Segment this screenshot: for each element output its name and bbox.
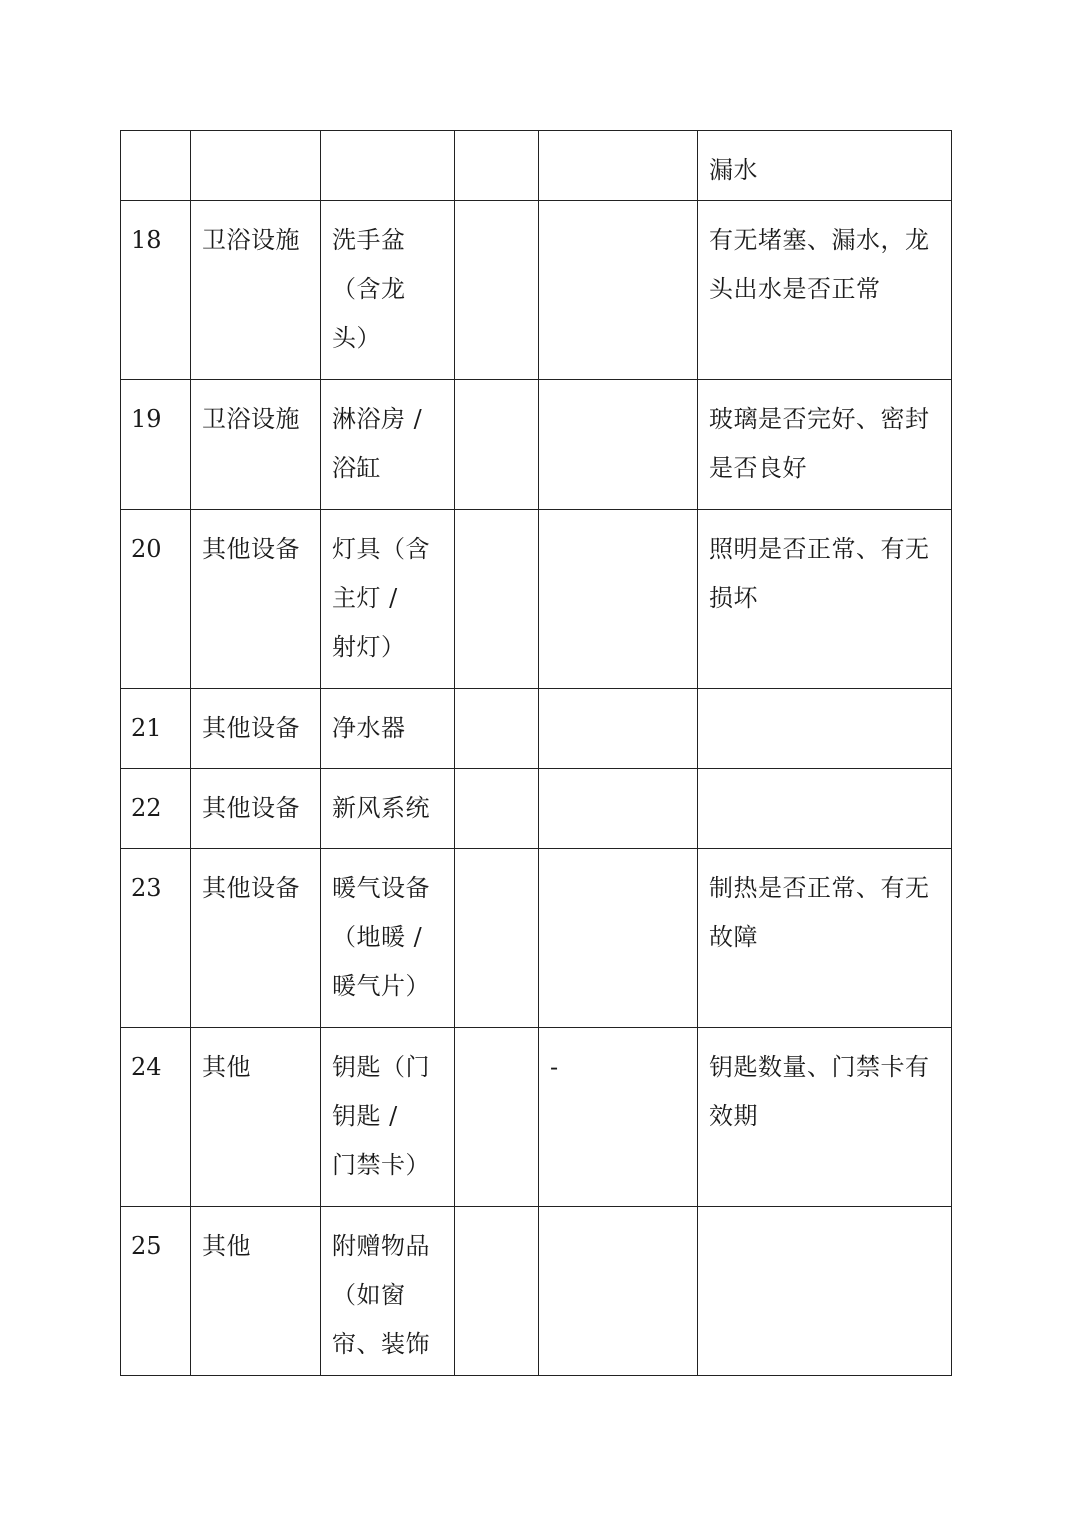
cell-item <box>321 510 455 689</box>
notes-text-line: 头出水是否正常 <box>709 275 881 303</box>
table-row <box>121 1207 952 1376</box>
cell-category: 其他设备 <box>191 849 321 1028</box>
notes-text-line: 是否良好 <box>709 454 807 482</box>
cell-col5 <box>539 689 698 769</box>
table-row <box>121 849 952 1028</box>
cell-number: 21 <box>121 689 191 769</box>
cell-category: 其他设备 <box>191 510 321 689</box>
cell-item <box>321 1207 455 1376</box>
cell-col5 <box>539 201 698 380</box>
table-body <box>121 131 952 1376</box>
item-text-line: 主灯 / <box>332 584 398 612</box>
item-text-line: 新风系统 <box>332 794 430 822</box>
cell-notes <box>698 510 952 689</box>
notes-text-line: 有无堵塞、漏水，龙 <box>709 226 930 254</box>
cell-col5 <box>539 1207 698 1376</box>
cell-col4 <box>455 769 539 849</box>
cell-item <box>321 689 455 769</box>
cell-col5 <box>539 769 698 849</box>
item-text-line: 门禁卡） <box>332 1151 430 1179</box>
cell-notes <box>698 849 952 1028</box>
cell-col4 <box>455 201 539 380</box>
cell-item <box>321 769 455 849</box>
item-text-line: （地暖 / <box>332 923 423 951</box>
cell-category: 其他 <box>191 1207 321 1376</box>
cell-col4 <box>455 689 539 769</box>
item-text-line: 射灯） <box>332 633 406 661</box>
item-text-line: （如窗 <box>332 1281 406 1309</box>
cell-number: 22 <box>121 769 191 849</box>
table-row <box>121 201 952 380</box>
table-row <box>121 380 952 510</box>
item-text-line: 淋浴房 / <box>332 405 423 433</box>
item-text-line: 浴缸 <box>332 454 381 482</box>
cell-item <box>321 201 455 380</box>
cell-notes <box>698 1207 952 1376</box>
cell-notes <box>698 201 952 380</box>
table-row <box>121 1028 952 1207</box>
cell-col4 <box>455 131 539 201</box>
cell-col4 <box>455 1207 539 1376</box>
cell-item <box>321 849 455 1028</box>
cell-col5 <box>539 510 698 689</box>
item-text-line: 灯具（含 <box>332 535 430 563</box>
cell-number: 24 <box>121 1028 191 1207</box>
notes-text-line: 照明是否正常、有无 <box>709 535 930 563</box>
cell-notes <box>698 131 952 201</box>
cell-col5-value: - <box>550 1053 559 1081</box>
notes-text-line: 故障 <box>709 923 758 951</box>
cell-notes <box>698 769 952 849</box>
table-row <box>121 689 952 769</box>
table-row <box>121 510 952 689</box>
cell-item <box>321 131 455 201</box>
cell-notes <box>698 1028 952 1207</box>
cell-category: 其他设备 <box>191 689 321 769</box>
cell-col5 <box>539 380 698 510</box>
item-text-line: 净水器 <box>332 714 406 742</box>
cell-number: 25 <box>121 1207 191 1376</box>
notes-text-line: 制热是否正常、有无 <box>709 874 930 902</box>
cell-category: 其他设备 <box>191 769 321 849</box>
item-text-line: 钥匙 / <box>332 1102 398 1130</box>
item-text-line: 暖气片） <box>332 972 430 1000</box>
table-row <box>121 131 952 201</box>
notes-text-line: 效期 <box>709 1102 758 1130</box>
inventory-table <box>120 130 952 1376</box>
table-row <box>121 769 952 849</box>
item-text-line: 洗手盆 <box>332 226 406 254</box>
cell-col5 <box>539 131 698 201</box>
cell-col4 <box>455 380 539 510</box>
notes-text-line: 钥匙数量、门禁卡有 <box>709 1053 930 1081</box>
cell-category <box>191 131 321 201</box>
cell-number <box>121 131 191 201</box>
cell-number: 23 <box>121 849 191 1028</box>
notes-text-line: 损坏 <box>709 584 758 612</box>
item-text-line: 附赠物品 <box>332 1232 430 1260</box>
cell-col5 <box>539 1028 698 1207</box>
cell-category: 其他 <box>191 1028 321 1207</box>
cell-category: 卫浴设施 <box>191 201 321 380</box>
cell-notes <box>698 380 952 510</box>
cell-number: 18 <box>121 201 191 380</box>
cell-category: 卫浴设施 <box>191 380 321 510</box>
cell-item <box>321 380 455 510</box>
cell-col4 <box>455 1028 539 1207</box>
item-text-line: 暖气设备 <box>332 874 430 902</box>
item-text-line: （含龙 <box>332 275 406 303</box>
cell-number: 19 <box>121 380 191 510</box>
cell-number: 20 <box>121 510 191 689</box>
cell-col4 <box>455 849 539 1028</box>
notes-text-line: 漏水 <box>709 156 758 184</box>
cell-notes <box>698 689 952 769</box>
cell-item <box>321 1028 455 1207</box>
item-text-line: 帘、装饰 <box>332 1330 430 1358</box>
notes-text-line: 玻璃是否完好、密封 <box>709 405 930 433</box>
item-text-line: 钥匙（门 <box>332 1053 430 1081</box>
cell-col5 <box>539 849 698 1028</box>
item-text-line: 头） <box>332 324 381 352</box>
cell-col4 <box>455 510 539 689</box>
